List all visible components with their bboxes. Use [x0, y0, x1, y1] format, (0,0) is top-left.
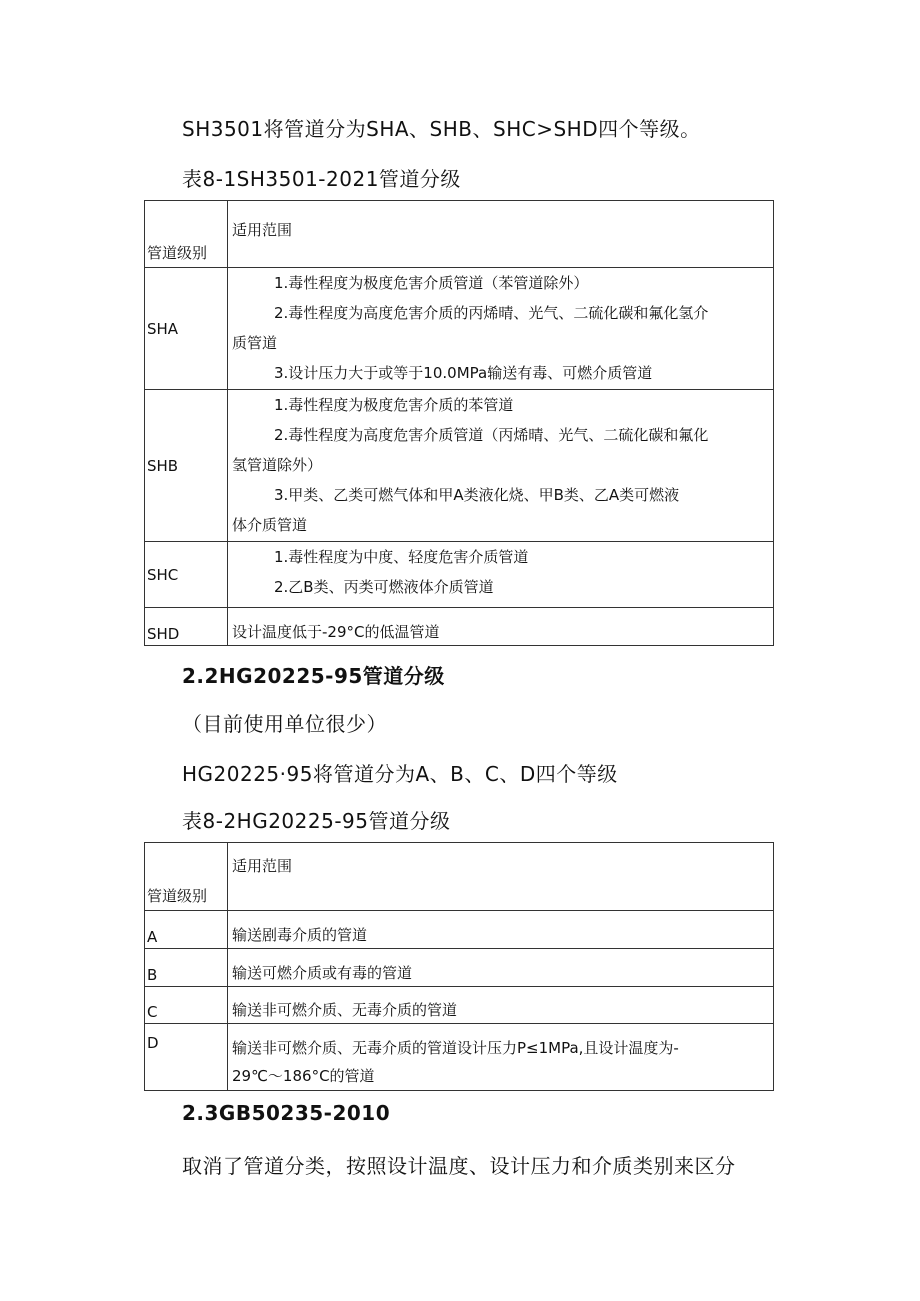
section22-intro: HG20225·95将管道分为A、B、C、D四个等级 — [182, 762, 618, 786]
table-row — [145, 390, 774, 542]
table1-scope-shd — [228, 608, 774, 646]
table1-scope-shb — [228, 390, 774, 542]
table-row — [145, 608, 774, 646]
section22-heading: 2.2HG20225-95管道分级 — [182, 664, 445, 688]
table2-level-b: B — [145, 949, 228, 987]
table2-level-a: A — [145, 911, 228, 949]
table-row — [145, 268, 774, 390]
table2-level-c: C — [145, 987, 228, 1024]
table2 — [144, 842, 774, 1091]
section23-heading: 2.3GB50235-2010 — [182, 1101, 391, 1125]
scope-line: 1.毒性程度为极度危害介质管道（苯管道除外） — [274, 274, 589, 292]
table-row — [145, 987, 774, 1024]
scope-line: 氢管道除外） — [232, 456, 323, 474]
scope-line: 29℃～186°C的管道 — [232, 1067, 375, 1085]
scope-line: 输送可燃介质或有毒的管道 — [232, 964, 413, 982]
table-row — [145, 1024, 774, 1091]
scope-line: 质管道 — [232, 334, 278, 352]
section23-text: 取消了管道分类，按照设计温度、设计压力和介质类别来区分 — [182, 1154, 736, 1178]
scope-line: 2.毒性程度为高度危害介质管道（丙烯晴、光气、二硫化碳和氟化 — [274, 426, 709, 444]
table2-scope-c — [228, 987, 774, 1024]
section22-note: （目前使用单位很少） — [182, 712, 387, 736]
table1-header-scope: 适用范围 — [228, 201, 774, 268]
table1-level-sha: SHA — [145, 268, 228, 390]
scope-line: 1.毒性程度为中度、轻度危害介质管道 — [274, 548, 529, 566]
table2-scope-a — [228, 911, 774, 949]
table2-scope-b — [228, 949, 774, 987]
table2-level-d: D — [145, 1024, 228, 1091]
table2-header-level: 管道级别 — [145, 843, 228, 911]
scope-line: 输送剧毒介质的管道 — [232, 926, 368, 944]
table-row — [145, 949, 774, 987]
intro-sh3501: SH3501将管道分为SHA、SHB、SHC>SHD四个等级。 — [182, 117, 701, 141]
table2-header-scope: 适用范围 — [228, 843, 774, 911]
scope-line: 输送非可燃介质、无毒介质的管道设计压力P≤1MPa,且设计温度为- — [232, 1039, 679, 1057]
table-row — [145, 542, 774, 608]
scope-line: 2.毒性程度为高度危害介质的丙烯晴、光气、二硫化碳和氟化氢介 — [274, 304, 709, 322]
scope-line: 3.甲类、乙类可燃气体和甲A类液化烧、甲B类、乙A类可燃液 — [274, 486, 680, 504]
table1-header-row — [145, 201, 774, 268]
table2-caption: 表8-2HG20225-95管道分级 — [182, 809, 451, 833]
table-row — [145, 911, 774, 949]
table1-level-shd: SHD — [145, 608, 228, 646]
scope-line: 设计温度低于-29°C的低温管道 — [232, 623, 440, 641]
table1-level-shc: SHC — [145, 542, 228, 608]
table1-caption: 表8-1SH3501-2021管道分级 — [182, 167, 461, 191]
scope-line: 2.乙B类、丙类可燃液体介质管道 — [274, 578, 494, 596]
scope-line: 体介质管道 — [232, 516, 308, 534]
table1 — [144, 200, 774, 646]
table1-header-level: 管道级别 — [145, 201, 228, 268]
table1-scope-shc — [228, 542, 774, 608]
table1-level-shb: SHB — [145, 390, 228, 542]
table1-scope-sha — [228, 268, 774, 390]
table2-scope-d — [228, 1024, 774, 1091]
scope-line: 3.设计压力大于或等于10.0MPa输送有毒、可燃介质管道 — [274, 364, 653, 382]
table2-header-row — [145, 843, 774, 911]
scope-line: 输送非可燃介质、无毒介质的管道 — [232, 1001, 458, 1019]
scope-line: 1.毒性程度为极度危害介质的苯管道 — [274, 396, 514, 414]
